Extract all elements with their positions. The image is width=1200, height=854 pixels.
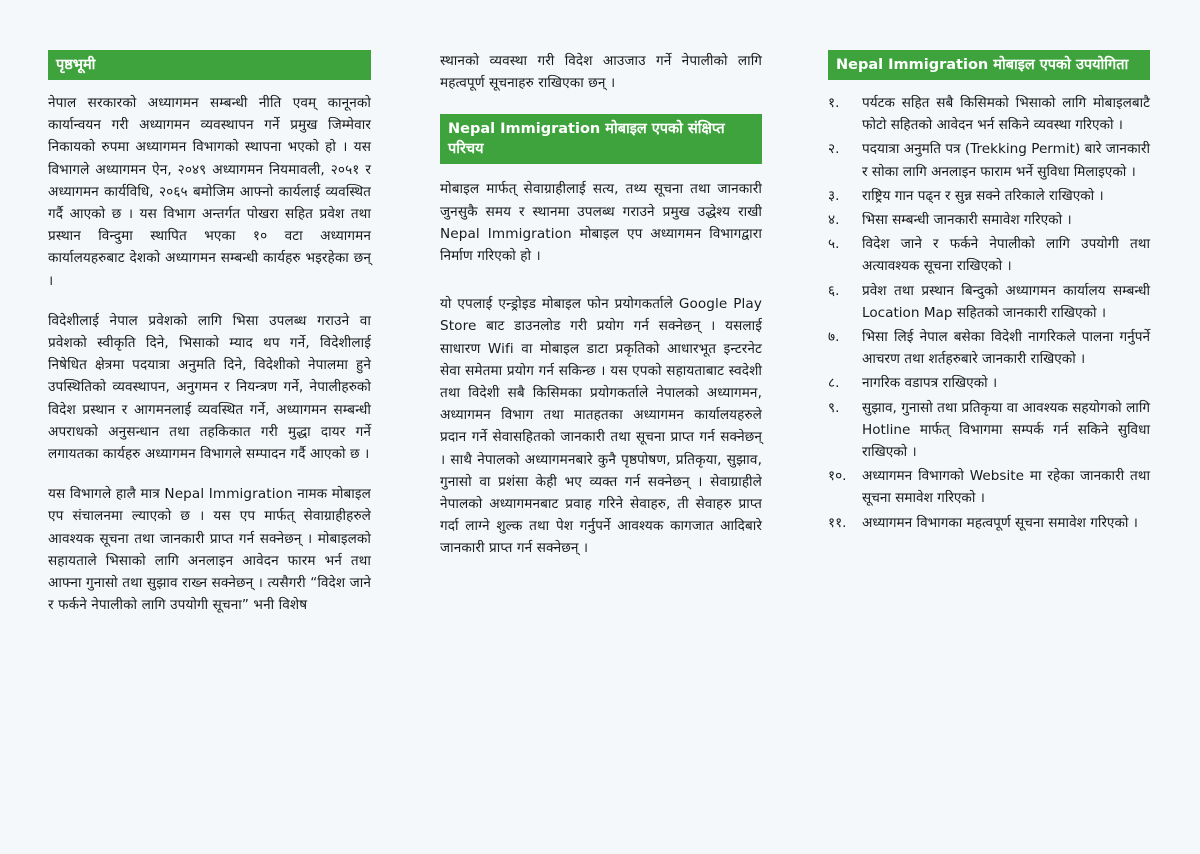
app-introduction-heading: Nepal Immigration मोबाइल एपको संक्षिप्त परिचय — [440, 114, 762, 164]
list-item — [828, 280, 1150, 324]
list-item-number: ९. — [828, 399, 840, 416]
app-utility-heading: Nepal Immigration मोबाइल एपको उपयोगिता — [828, 50, 1150, 80]
list-item-number: ७. — [828, 329, 840, 346]
list-item-text: प्रवेश तथा प्रस्थान बिन्दुको अध्यागमन कार्यालय सम्बन्धी Location Map सहितको जानकारी राखिएको । — [862, 282, 1150, 321]
list-item — [828, 326, 1150, 370]
list-item-text: अध्यागमन विभागका महत्वपूर्ण सूचना समावेश गरिएको । — [862, 514, 1138, 531]
list-item — [828, 372, 1150, 394]
column-utility — [828, 50, 1150, 536]
list-item-text: अध्यागमन विभागको Website मा रहेका जानकारी तथा सूचना समावेश गरिएको । — [862, 468, 1150, 507]
list-item-number: १. — [828, 95, 840, 111]
list-item-text: भिसा लिई नेपाल बसेका विदेशी नागरिकले पालना गर्नुपर्ने आचरण तथा शर्तहरुबारे जानकारी राखिएको । — [862, 329, 1150, 368]
list-item-number: ३. — [828, 187, 840, 204]
app-introduction-paragraph-2: यो एपलाई एन्ड्रोइड मोबाइल फोन प्रयोगकर्ताले Google Play Store बाट डाउनलोड गरी प्रयोग गर्न सक्नेछन् । यसलाई साधारण Wifi वा मोबाइल डाटा प्रकृतिको आधारभूत इन्टरनेट सेवा समेतमा प्रयोग गर्न सकिन्छ । यस एपको सहायताबाट स्वदेशी तथा विदेशी सबै किसिमका प्रयोगकर्ताले नेपालको अध्यागमन, अध्यागमन विभाग तथा मातहतका अध्यागमन कार्यालयहरुले प्रदान गर्ने सेवासहितको जानकारी तथा सूचना प्राप्त गर्न सक्नेछन् । साथै नेपालको अध्यागमनबारे कुनै पृष्ठपोषण, प्रतिकृया, सुझाव, गुनासो वा प्रशंसा केही भए व्यक्त गर्न सक्नेछन् । सेवाग्राहीले नेपालको अध्यागमनबाट प्रवाह गरिने सेवाहरु, ती सेवाहरु प्राप्त गर्दा लाग्ने शुल्क तथा पेश गर्नुपर्ने आवश्यक कागजात आदिबारे जानकारी प्राप्त गर्न सक्नेछन् । — [440, 296, 762, 557]
list-item-number: ४. — [828, 212, 840, 229]
list-item-number: ११. — [828, 514, 847, 531]
list-item-text: विदेश जाने र फर्कने नेपालीको लागि उपयोगी तथा अत्यावश्यक सूचना राखिएको । — [862, 236, 1150, 275]
background-paragraph-3: यस विभागले हालै मात्र Nepal Immigration नामक मोबाइल एप संचालनमा ल्याएको छ । यस एप मार्फत् सेवाग्राहीहरुले आवश्यक सूचना तथा जानकारी प्राप्त गर्न सक्नेछन् । मोबाइलको सहायताले भिसाको लागि अनलाइन आवेदन फारम भर्न तथा आफ्ना गुनासो तथा सुझाव राख्न सक्नेछन् । त्यसैगरी “विदेश जाने र फर्कने नेपालीको लागि उपयोगी सूचना” भनी विशेष — [48, 486, 371, 614]
app-introduction-paragraph-1: मोबाइल मार्फत् सेवाग्राहीलाई सत्य, तथ्य सूचना तथा जानकारी जुनसुकै समय र स्थानमा उपलब्ध गराउने प्रमुख उद्धेश्य राखी Nepal Immigration मोबाइल एप अध्यागमन विभागद्वारा निर्माण गरिएको हो । — [440, 181, 762, 265]
list-item-number: १०. — [828, 468, 847, 485]
utility-list — [828, 92, 1150, 534]
background-paragraph-2: विदेशीलाई नेपाल प्रवेशको लागि भिसा उपलब्ध गराउने वा प्रवेशको स्वीकृति दिने, भिसाको म्याद थप गर्ने, विदेशीलाई निषेधित क्षेत्रमा पदयात्रा अनुमति दिने, विदेशीको नेपालमा हुने उपस्थितिको व्यवस्थापन, अनुगमन र नियन्त्रण गर्ने, नेपालीहरुको विदेश प्रस्थान र आगमनलाई व्यवस्थित गर्ने, अध्यागमन सम्बन्धी अपराधको अनुसन्धान तथा तहकिकात गरी मुद्धा दायर गर्ने लगायतका कार्यहरु अध्यागमन विभागले सम्पादन गर्दै आएको छ । — [48, 312, 371, 463]
list-item-number: ६. — [828, 282, 840, 299]
background-paragraph-1: नेपाल सरकारको अध्यागमन सम्बन्धी नीति एवम् कानूनको कार्यान्वयन गरी अध्यागमन व्यवस्थापन गर्ने प्रमुख जिम्मेवार निकायको रुपमा अध्यागमन विभागको स्थापना भएको हो । यस विभागले अध्यागमन ऐन, २०४९ अध्यागमन नियमावली, २०५१ र अध्यागमन कार्यविधि, २०६५ बमोजिम आफ्नो कार्यलाई व्यवस्थित गर्दै आएको छ । यस विभाग अन्तर्गत पोखरा सहित प्रवेश तथा प्रस्थान विन्दुमा स्थापित भएका १० वटा अध्यागमन कार्यालयहरुबाट देशको अध्यागमन सम्बन्धी कार्यहरु भइरहेका छन् । — [48, 95, 371, 289]
list-item-text: सुझाव, गुनासो तथा प्रतिकृया वा आवश्यक सहयोगको लागि Hotline मार्फत् विभागमा सम्पर्क गर्न सकिने सुविधा राखिएको । — [862, 399, 1150, 461]
background-heading: पृष्ठभूमी — [48, 50, 371, 80]
list-item — [828, 138, 1150, 182]
list-item-number: ८. — [828, 375, 840, 392]
list-item — [828, 397, 1150, 464]
column-background — [48, 50, 371, 634]
list-item-text: पदयात्रा अनुमति पत्र (Trekking Permit) बारे जानकारी र सोका लागि अनलाइन फाराम भर्ने सुविधा मिलाइएको । — [862, 141, 1150, 180]
list-item — [828, 512, 1150, 534]
list-item — [828, 465, 1150, 509]
list-item-text: नागरिक वडापत्र राखिएको । — [862, 375, 998, 392]
list-item-text: राष्ट्रिय गान पढ्न र सुन्न सक्ने तरिकाले राखिएको । — [862, 187, 1104, 204]
list-item — [828, 92, 1150, 136]
intro-continuation: स्थानको व्यवस्था गरी विदेश आउजाउ गर्ने नेपालीको लागि महत्वपूर्ण सूचनाहरु राखिएका छन् । — [440, 53, 762, 92]
list-item-text: भिसा सम्बन्धी जानकारी समावेश गरिएको । — [862, 212, 1072, 229]
list-item-number: २. — [828, 141, 840, 158]
list-item — [828, 233, 1150, 277]
list-item — [828, 185, 1150, 207]
list-item — [828, 209, 1150, 231]
list-item-number: ५. — [828, 236, 840, 253]
list-item-text: पर्यटक सहित सबै किसिमको भिसाको लागि मोबाइलबाटै फोटो सहितको आवेदन भर्न सकिने व्यवस्था गरिएको । — [862, 95, 1150, 134]
column-introduction — [440, 50, 762, 578]
